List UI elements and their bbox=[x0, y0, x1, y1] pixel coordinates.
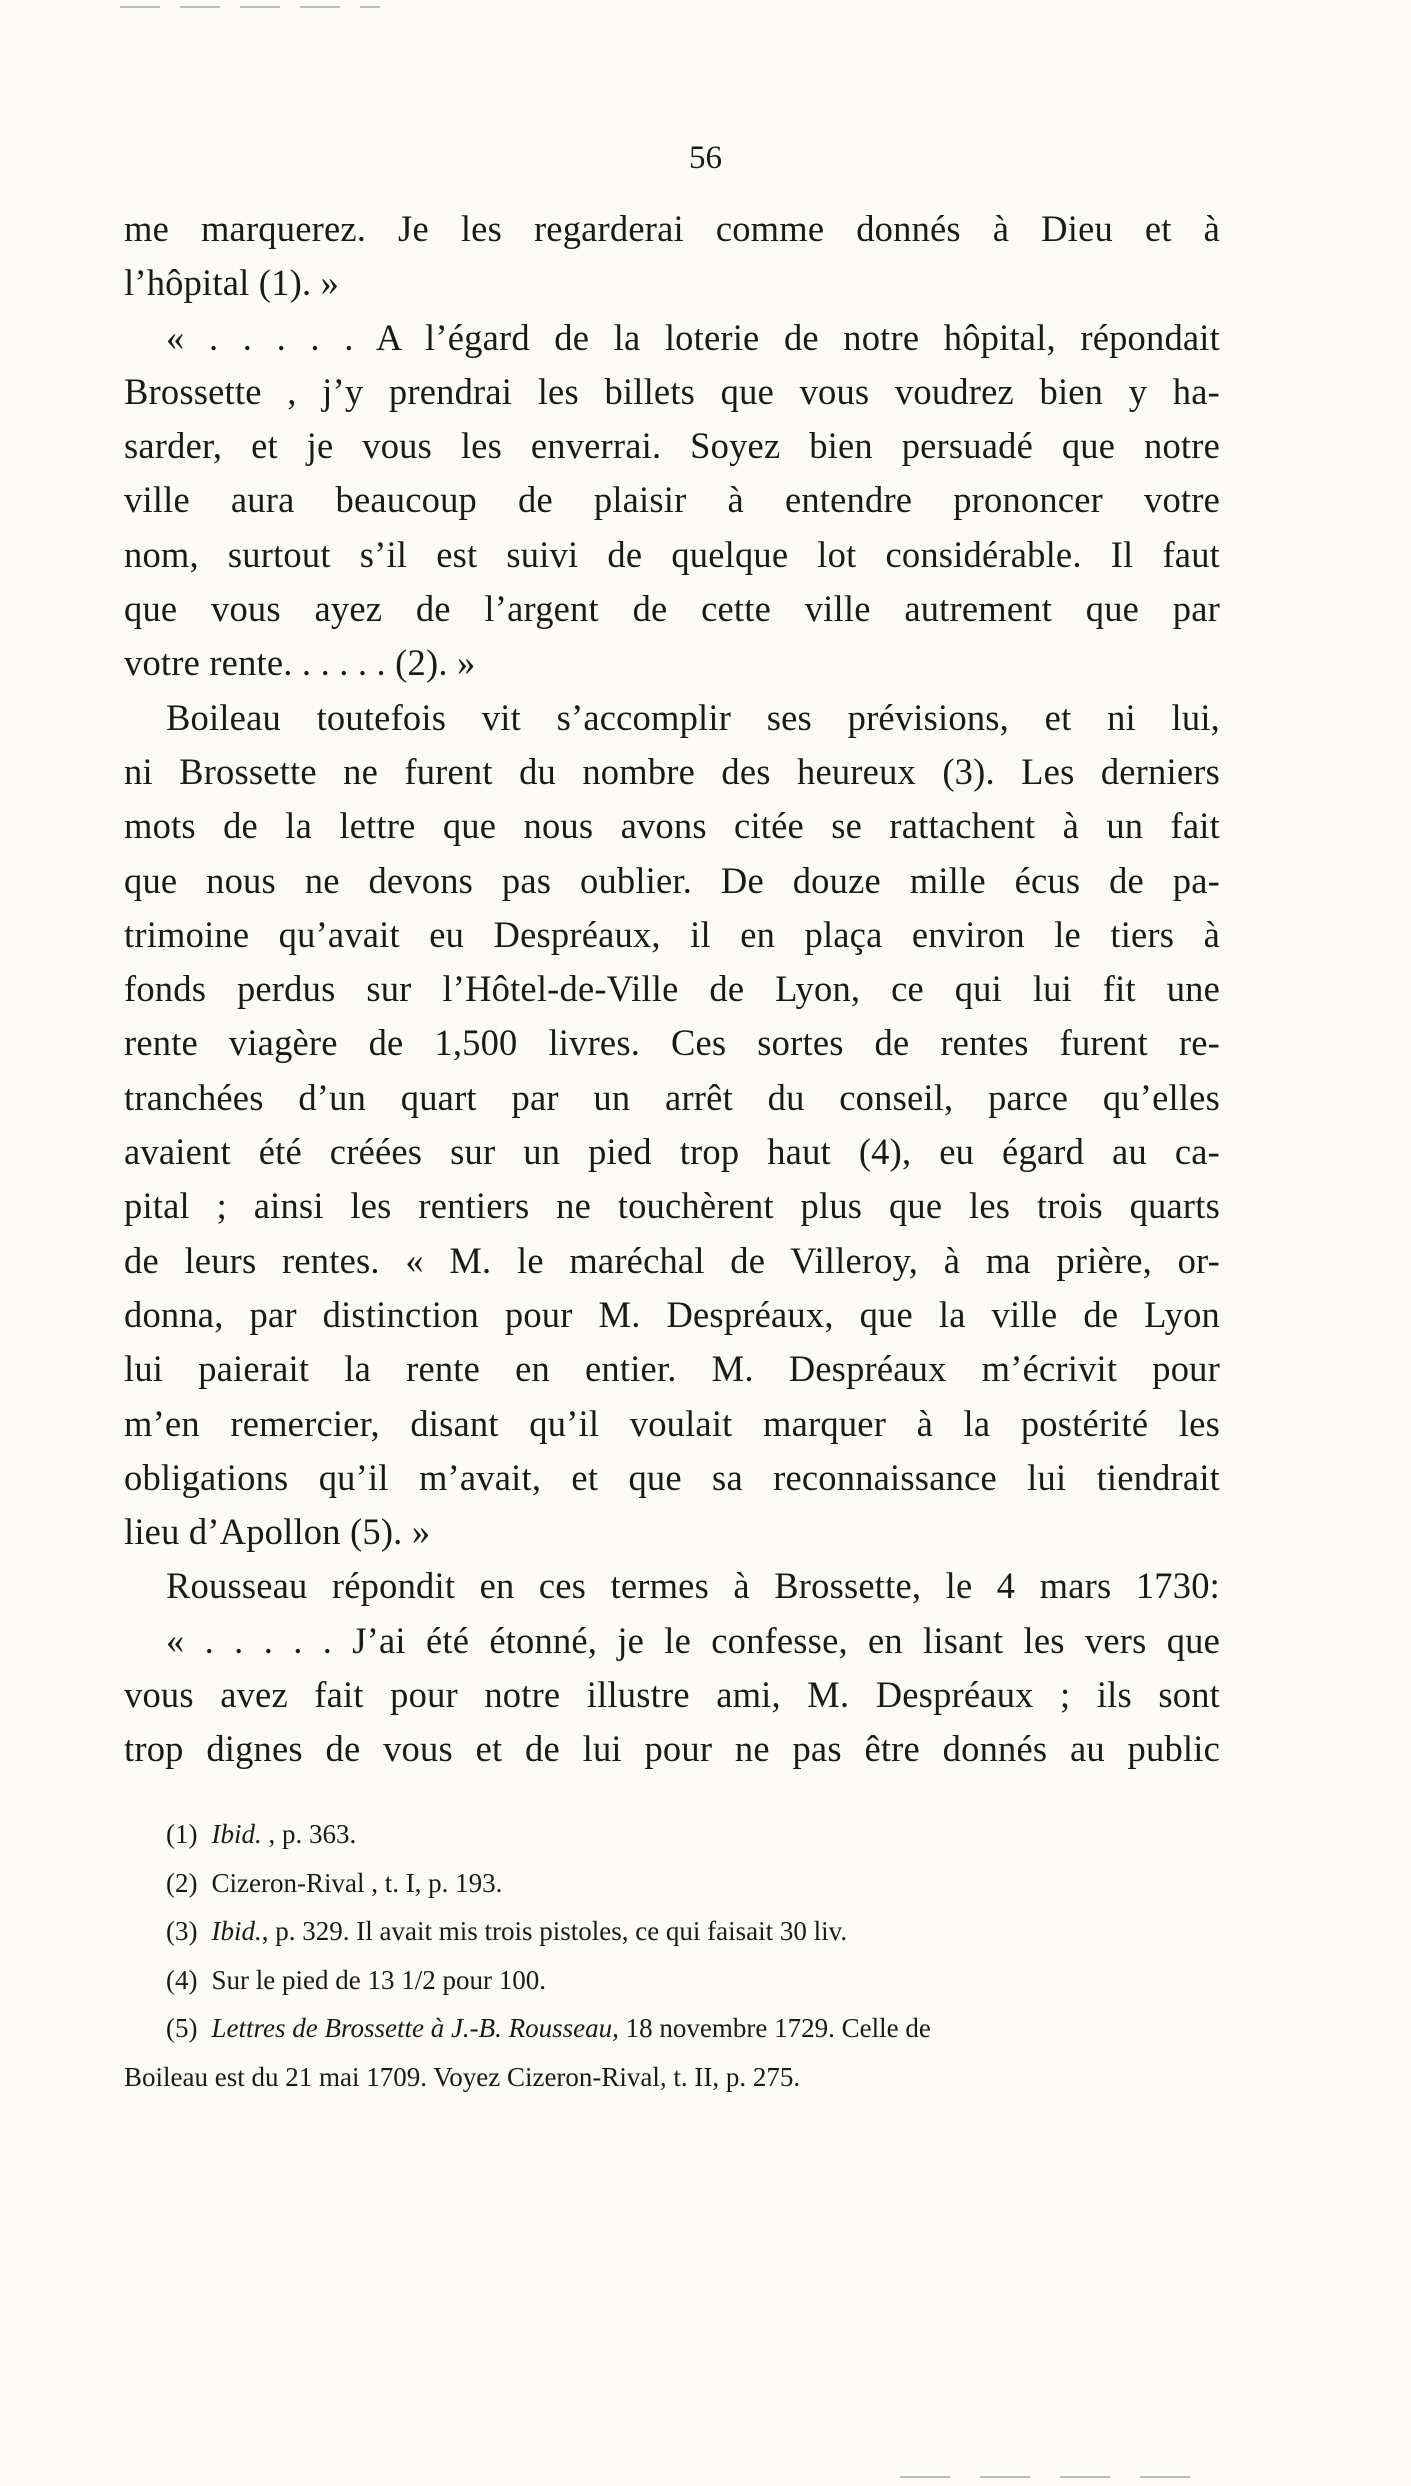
text-line: trop dignes de vous et de lui pour ne pas être donnés au public bbox=[124, 1728, 1220, 1770]
text-line: « . . . . . A l’égard de la loterie de notre hôpital, répondait bbox=[166, 316, 1220, 358]
footnote-2 bbox=[124, 1859, 1220, 1908]
footnote-1 bbox=[124, 1810, 1220, 1859]
footnote-number: (3) bbox=[166, 1916, 198, 1946]
text-line: de leurs rentes. « M. le maréchal de Villeroy, à ma prière, or- bbox=[124, 1239, 1220, 1281]
footnote-number: (2) bbox=[166, 1867, 198, 1898]
footnote-number: (4) bbox=[166, 1964, 198, 1995]
text-line: obligations qu’il m’avait, et que sa reconnaissance lui tiendrait bbox=[124, 1456, 1220, 1498]
footnote-text: Sur le pied de 13 1/2 pour 100. bbox=[211, 1964, 546, 1995]
text-line: « . . . . . J’ai été étonné, je le confesse, en lisant les vers que bbox=[166, 1619, 1220, 1661]
text-line: que nous ne devons pas oublier. De douze mille écus de pa- bbox=[124, 859, 1220, 901]
text-line: lui paierait la rente en entier. M. Despréaux m’écrivit pour bbox=[124, 1348, 1220, 1390]
footnote-4 bbox=[124, 1956, 1220, 2005]
text-line: l’hôpital (1). » bbox=[124, 262, 340, 304]
footnote-3 bbox=[124, 1907, 1220, 1956]
footnote-italic: Ibid. bbox=[211, 1916, 262, 1946]
footnote-number: (1) bbox=[166, 1819, 198, 1849]
text-line: Boileau toutefois vit s’accomplir ses prévisions, et ni lui, bbox=[166, 696, 1220, 738]
text-line: mots de la lettre que nous avons citée se rattachent à un fait bbox=[124, 805, 1220, 847]
top-rule bbox=[120, 6, 380, 8]
text-line: sarder, et je vous les enverrai. Soyez bien persuadé que notre bbox=[124, 425, 1220, 467]
text-line: tranchées d’un quart par un arrêt du conseil, parce qu’elles bbox=[124, 1076, 1220, 1118]
bottom-rule bbox=[900, 2476, 1200, 2478]
text-line: ni Brossette ne furent du nombre des heureux (3). Les derniers bbox=[124, 750, 1220, 792]
text-line: fonds perdus sur l’Hôtel-de-Ville de Lyon, ce qui lui fit une bbox=[124, 968, 1220, 1010]
text-line: nom, surtout s’il est suivi de quelque lot considérable. Il faut bbox=[124, 533, 1220, 575]
footnote-text: 18 novembre 1729. Celle de bbox=[618, 2013, 931, 2043]
text-line: me marquerez. Je les regarderai comme donnés à Dieu et à bbox=[124, 208, 1220, 249]
text-line: donna, par distinction pour M. Despréaux, que la ville de Lyon bbox=[124, 1293, 1220, 1335]
footnote-5-continuation: Boileau est du 21 mai 1709. Voyez Cizeron-Rival, t. II, p. 275. bbox=[124, 2061, 801, 2092]
text-line: rente viagère de 1,500 livres. Ces sortes de rentes furent re- bbox=[124, 1022, 1220, 1064]
text-line: Rousseau répondit en ces termes à Brossette, le 4 mars 1730: bbox=[166, 1565, 1220, 1607]
text-line: que vous ayez de l’argent de cette ville autrement que par bbox=[124, 588, 1220, 630]
footnote-text: , p. 363. bbox=[261, 1819, 357, 1849]
footnote-text: , p. 329. Il avait mis trois pistoles, ce qui faisait 30 liv. bbox=[261, 1916, 848, 1946]
text-line: avaient été créées sur un pied trop haut (4), eu égard au ca- bbox=[124, 1131, 1220, 1173]
text-line: pital ; ainsi les rentiers ne touchèrent plus que les trois quarts bbox=[124, 1185, 1220, 1227]
body-text bbox=[124, 202, 1220, 1777]
text-line: vous avez fait pour notre illustre ami, M. Despréaux ; ils sont bbox=[124, 1674, 1220, 1716]
text-line: trimoine qu’avait eu Despréaux, il en plaça environ le tiers à bbox=[124, 913, 1220, 955]
footnote-italic: Ibid. bbox=[211, 1819, 262, 1849]
footnote-number: (5) bbox=[166, 2013, 198, 2043]
text-line: ville aura beaucoup de plaisir à entendre prononcer votre bbox=[124, 479, 1220, 521]
text-line: m’en remercier, disant qu’il voulait marquer à la postérité les bbox=[124, 1402, 1220, 1444]
page-number: 56 bbox=[689, 140, 722, 176]
footnote-5 bbox=[124, 2004, 1220, 2053]
footnote-text: Cizeron-Rival , t. I, p. 193. bbox=[211, 1867, 503, 1898]
text-line: votre rente. . . . . . (2). » bbox=[124, 642, 476, 684]
footnote-italic: Lettres de Brossette à J.-B. Rousseau, bbox=[211, 2013, 619, 2043]
text-line: lieu d’Apollon (5). » bbox=[124, 1511, 431, 1553]
footnotes bbox=[124, 1810, 1220, 2101]
text-line: Brossette , j’y prendrai les billets que vous voudrez bien y ha- bbox=[124, 370, 1220, 412]
